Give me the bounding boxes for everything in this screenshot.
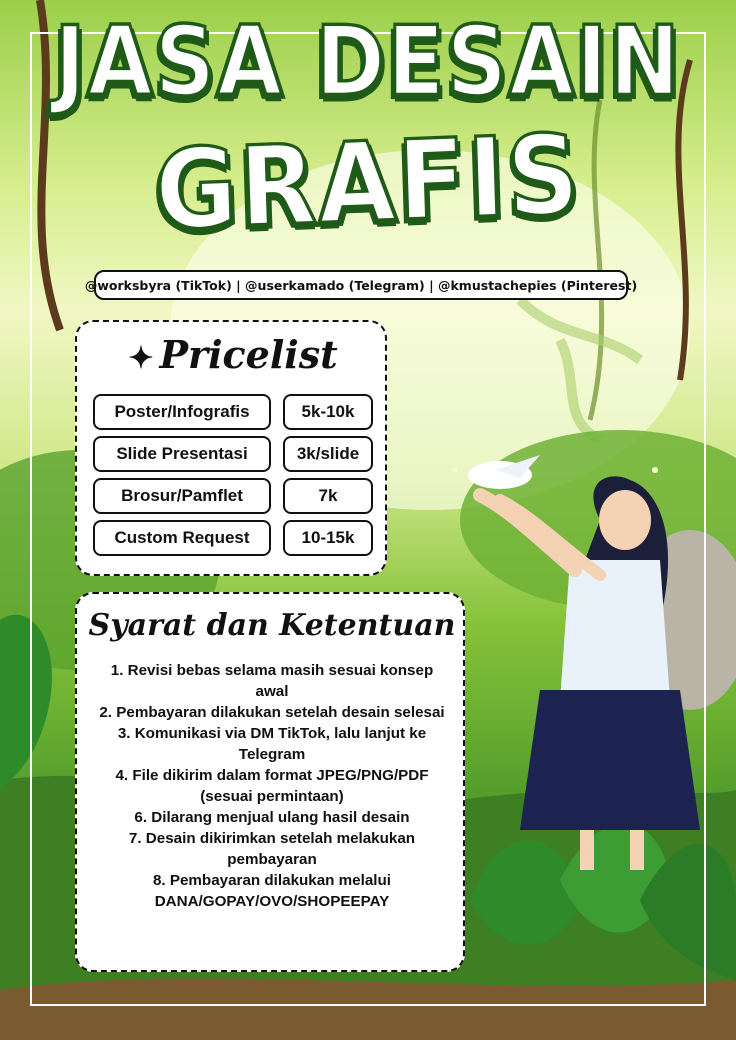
pricelist-heading-text: Pricelist (159, 332, 338, 377)
leaf (0, 615, 52, 790)
service-price: 7k (283, 478, 373, 514)
sparkle (652, 467, 658, 473)
terms-item: 3. Komunikasi via DM TikTok, lalu lanjut ke Telegram (117, 725, 427, 763)
terms-item: 7. Desain dikirimkan setelah melakukan pembayaran (128, 830, 416, 868)
service-name: Slide Presentasi (93, 436, 271, 472)
terms-list (95, 660, 449, 912)
price-row (91, 478, 375, 514)
service-price: 3k/slide (283, 436, 373, 472)
sparkle-icon: ✦ (128, 341, 154, 376)
pricelist-card (75, 320, 387, 576)
terms-heading: Syarat dan Ketentuan (88, 608, 456, 643)
terms-item: 1. Revisi bebas selama masih sesuai konsep awal (110, 662, 434, 700)
social-handles-bar: @worksbyra (TikTok) | @userkamado (Telegram) | @kmustachepies (Pinterest) (94, 270, 628, 300)
dirt-path (0, 978, 736, 1040)
terms-card (75, 592, 465, 972)
terms-item: 6. Dilarang menjual ulang hasil desain (134, 809, 410, 826)
service-price: 10-15k (283, 520, 373, 556)
title-line-1: JASA DESAIN (54, 4, 682, 118)
terms-item: 8. Pembayaran dilakukan melalui DANA/GOPAY/OVO/SHOPEEPAY (152, 872, 392, 910)
title-line-2: GRAFIS (153, 110, 583, 255)
price-row (91, 436, 375, 472)
service-name: Custom Request (93, 520, 271, 556)
terms-item: 2. Pembayaran dilakukan setelah desain selesai (99, 704, 445, 721)
service-name: Brosur/Pamflet (93, 478, 271, 514)
price-row (91, 394, 375, 430)
service-name: Poster/Infografis (93, 394, 271, 430)
sparkle (453, 468, 458, 473)
price-row (91, 520, 375, 556)
pricelist-heading (77, 332, 389, 377)
terms-item: 4. File dikirim dalam format JPEG/PNG/PDF (sesuai permintaan) (115, 767, 429, 805)
service-price: 5k-10k (283, 394, 373, 430)
